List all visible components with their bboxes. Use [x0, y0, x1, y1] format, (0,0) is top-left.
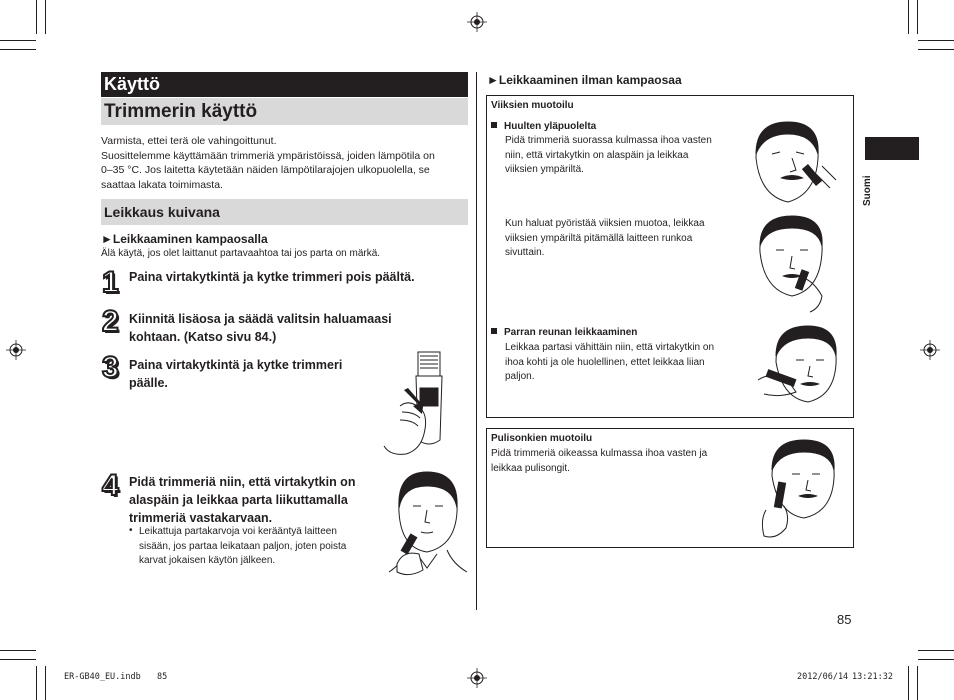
item-line: viiksien ympäriltä.: [505, 164, 584, 176]
item-title-text: Huulten yläpuolelta: [504, 121, 597, 132]
with-comb-heading: ►Leikkaaminen kampaosalla: [101, 232, 268, 246]
crop-mark: [36, 666, 37, 700]
man-face-illustration: [756, 322, 848, 414]
crop-mark: [0, 49, 36, 50]
step-note: [139, 525, 346, 569]
step-line: trimmeriä vastakarvaan.: [129, 511, 273, 525]
item-text: [505, 341, 714, 385]
language-tab: [865, 137, 919, 160]
sideburn-line: Pidä trimmeriä oikeassa kulmassa ihoa vasten ja: [491, 448, 708, 459]
crop-mark: [36, 0, 37, 34]
column-divider: [476, 72, 477, 610]
crop-mark: [917, 666, 918, 700]
item-line: sivuttain.: [505, 247, 545, 259]
step-text: Paina virtakytkintä ja kytke trimmeri pois päältä.: [129, 270, 415, 284]
man-face-illustration: [748, 212, 840, 318]
registration-mark-icon: [467, 668, 487, 688]
step-number: 1: [102, 266, 119, 299]
crop-mark: [918, 49, 954, 50]
page-title: Trimmerin käyttö: [101, 98, 468, 125]
sideburn-box-title: Pulisonkien muotoilu: [491, 433, 593, 444]
item-title: [491, 327, 637, 338]
crop-mark: [45, 666, 46, 700]
item-line: niin, että virtakytkin on alaspäin ja leikkaa: [505, 149, 689, 161]
square-bullet-icon: [491, 122, 497, 128]
item-text: [505, 217, 705, 261]
intro-line: 0–35 °C. Jos laitetta käytetään näiden lämpötilarajojen ulkopuolella, se: [101, 164, 430, 177]
footer-date: 2012/06/14: [797, 672, 849, 682]
crop-mark: [0, 40, 36, 41]
crop-mark: [908, 666, 909, 700]
step-number: 2: [102, 305, 119, 338]
sideburn-line: leikkaa pulisongit.: [491, 462, 570, 474]
with-comb-note: Älä käytä, jos olet laittanut partavaahtoa tai jos parta on märkä.: [101, 248, 381, 259]
page-number: 85: [837, 612, 852, 627]
trimmer-hand-illustration: [380, 348, 472, 460]
mustache-box-title: Viiksien muotoilu: [491, 100, 574, 111]
intro-text: [101, 134, 471, 192]
man-face-illustration: [746, 118, 838, 210]
crop-mark: [917, 0, 918, 34]
square-bullet-icon: [491, 328, 497, 334]
step-note-line: sisään, jos partaa leikataan paljon, joten poista: [139, 540, 347, 552]
step-text: [129, 310, 392, 346]
step-text: [129, 473, 355, 527]
registration-mark-icon: [467, 12, 487, 32]
crop-mark: [908, 0, 909, 34]
step-line: päälle.: [129, 376, 168, 390]
intro-line: Suosittelemme käyttämään trimmeriä ympäristöissä, joiden lämpötila on: [101, 149, 435, 162]
crop-mark: [0, 650, 36, 651]
item-line: viiksien ympäriltä pitämällä laitteen runkoa: [505, 232, 693, 244]
step-line: kohtaan. (Katso sivu 84.): [129, 330, 277, 344]
sideburn-text: [491, 447, 707, 476]
item-line: ihoa kohti ja ole huolellinen, ettet leikkaa liian: [505, 356, 705, 368]
section-title: Käyttö: [101, 72, 468, 97]
registration-mark-icon: [6, 340, 26, 360]
item-line: Pidä trimmeriä suorassa kulmassa ihoa vasten: [505, 135, 712, 146]
subsection-title: Leikkaus kuivana: [101, 199, 468, 225]
crop-mark: [918, 40, 954, 41]
item-title: [491, 121, 596, 132]
step-number: 3: [102, 351, 119, 384]
step-note-line: Leikattuja partakarvoja voi kerääntyä laitteen: [139, 526, 337, 537]
step-number: 4: [102, 469, 119, 502]
crop-mark: [0, 659, 36, 660]
crop-mark: [45, 0, 46, 34]
crop-mark: [918, 650, 954, 651]
step-line: alaspäin ja leikkaa parta liikuttamalla: [129, 493, 348, 507]
intro-line: saattaa lakata toimimasta.: [101, 178, 223, 191]
item-line: paljon.: [505, 371, 535, 383]
footer-file-page: 85: [157, 672, 168, 682]
item-text: [505, 134, 712, 178]
footer-time: 13:21:32: [852, 672, 893, 682]
registration-mark-icon: [920, 340, 940, 360]
intro-line: Varmista, ettei terä ole vahingoittunut.: [101, 135, 277, 147]
step-text: [129, 356, 342, 392]
item-line: Leikkaa partasi vähittäin niin, että virtakytkin on: [505, 342, 714, 353]
step-line: Pidä trimmeriä niin, että virtakytkin on: [129, 475, 356, 489]
man-face-illustration: [383, 468, 471, 586]
item-line: Kun haluat pyöristää viiksien muotoa, leikkaa: [505, 218, 705, 229]
step-note-bullet: •: [129, 525, 133, 536]
man-face-illustration: [756, 436, 848, 542]
footer-file: ER-GB40_EU.indb: [64, 672, 141, 682]
language-label: Suomi: [862, 175, 873, 206]
step-line: Paina virtakytkintä ja kytke trimmeri: [129, 358, 343, 372]
without-comb-heading: ►Leikkaaminen ilman kampaosaa: [487, 73, 682, 87]
step-line: Kiinnitä lisäosa ja säädä valitsin haluamaasi: [129, 312, 392, 326]
item-title-text: Parran reunan leikkaaminen: [504, 327, 638, 338]
step-note-line: karvat jokaisen käytön jälkeen.: [139, 555, 276, 567]
crop-mark: [918, 659, 954, 660]
